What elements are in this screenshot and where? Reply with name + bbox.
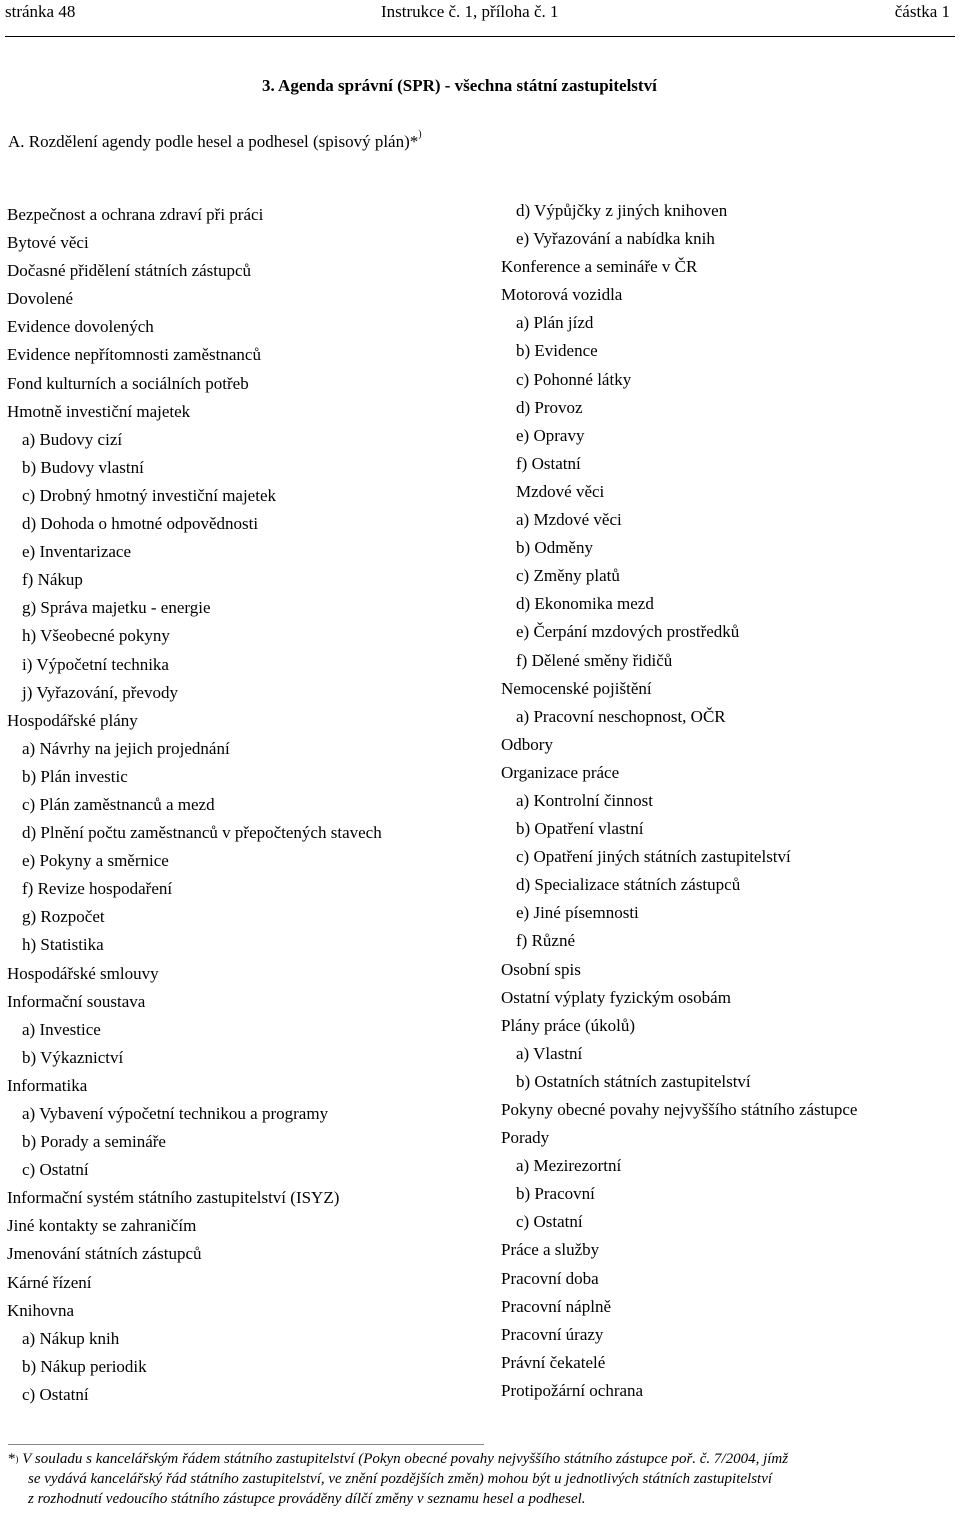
subheading-item: f) Dělené směny řidičů	[516, 650, 673, 670]
header-divider	[5, 36, 955, 37]
subheading-item: f) Ostatní	[516, 453, 581, 473]
subheading-item: d) Specializace státních zástupců	[516, 875, 741, 895]
subheading-item: b) Budovy vlastní	[22, 457, 144, 477]
subheading-item: a) Pracovní neschopnost, OČR	[516, 706, 726, 726]
heading-item: Právní čekatelé	[501, 1352, 606, 1372]
subheading-item: c) Ostatní	[22, 1384, 89, 1404]
subheading-item: b) Plán investic	[22, 766, 128, 786]
heading-item: Dočasné přidělení státních zástupců	[7, 261, 252, 281]
subheading-item: i) Výpočetní technika	[22, 654, 169, 674]
heading-item: Protipožární ochrana	[501, 1380, 644, 1400]
footnote-line-3: z rozhodnutí vedoucího státního zástupce prováděny dílčí změny v seznamu hesel a podhesel.	[28, 1491, 586, 1507]
subheading-item: a) Budovy cizí	[22, 429, 123, 449]
heading-list-right-column	[501, 201, 857, 1409]
subheading-item: e) Opravy	[516, 425, 585, 445]
heading-item: Organizace práce	[501, 762, 620, 782]
subheading-item: a) Návrhy na jejich projednání	[22, 738, 230, 758]
heading-item: Dovolené	[7, 289, 74, 309]
subheading-item: Mzdové věci	[516, 481, 605, 501]
heading-item: Knihovna	[7, 1300, 75, 1320]
heading-item: Plány práce (úkolů)	[501, 1015, 636, 1035]
footnote-line-1: V souladu s kancelářským řádem státního zastupitelství (Pokyn obecné povahy nejvyššího státního zástupce poř. č. 7/2004, jímž	[22, 1451, 789, 1467]
subheading-item: d) Výpůjčky z jiných knihoven	[516, 201, 728, 220]
subheading-item: a) Kontrolní činnost	[516, 790, 653, 810]
heading-item: Bytové věci	[7, 233, 89, 253]
heading-item: Pracovní úrazy	[501, 1324, 604, 1344]
footnote-mark-paren: )	[15, 1454, 19, 1464]
header-page-number: stránka 48	[5, 2, 76, 21]
heading-item: Informační systém státního zastupitelství (ISYZ)	[7, 1188, 340, 1208]
footnote	[8, 1449, 953, 1509]
subheading-item: d) Provoz	[516, 397, 583, 417]
heading-item: Kárné řízení	[7, 1272, 92, 1292]
subheading-item: g) Správa majetku - energie	[22, 598, 211, 618]
heading-item: Ostatní výplaty fyzickým osobám	[501, 987, 731, 1007]
subheading-item: f) Různé	[516, 931, 576, 951]
heading-item: Konference a semináře v ČR	[501, 257, 698, 277]
subheading-item: a) Vybavení výpočetní technikou a programy	[22, 1104, 329, 1123]
heading-item: Nemocenské pojištění	[501, 678, 652, 698]
subheading-item: c) Pohonné látky	[516, 369, 632, 389]
footnote-divider	[8, 1444, 484, 1445]
subheading-item: e) Vyřazování a nabídka knih	[516, 229, 715, 249]
subheading-item: b) Nákup periodik	[22, 1356, 147, 1376]
subheading-item: d) Plnění počtu zaměstnanců v přepočtených stavech	[22, 823, 382, 843]
heading-item: Motorová vozidla	[501, 285, 623, 305]
subheading-item: c) Ostatní	[516, 1212, 583, 1232]
subheading-item: g) Rozpočet	[22, 907, 105, 927]
subheading-item: e) Pokyny a směrnice	[22, 851, 169, 871]
heading-item: Práce a služby	[501, 1240, 600, 1260]
heading-item: Odbory	[501, 734, 553, 754]
heading-item: Informační soustava	[7, 991, 146, 1011]
subheading-item: f) Nákup	[22, 570, 83, 590]
subheading-item: f) Revize hospodaření	[22, 879, 173, 899]
footnote-line-2: se vydává kancelářský řád státního zastupitelství, ve znění pozdějších změn) mohou být u jednotlivých státních zastupitelství	[28, 1471, 773, 1487]
subheading-item: c) Plán zaměstnanců a mezd	[22, 794, 215, 814]
header-issue-number: částka 1	[894, 2, 950, 21]
subheading-item: b) Výkaznictví	[22, 1047, 124, 1067]
subheading-item: c) Změny platů	[516, 566, 620, 586]
heading-item: Pracovní náplně	[501, 1296, 611, 1316]
subheading-item: b) Odměny	[516, 538, 593, 558]
subheading-item: a) Plán jízd	[516, 313, 594, 333]
subheading-item: h) Všeobecné pokyny	[22, 626, 170, 646]
subheading-item: b) Porady a semináře	[22, 1132, 166, 1152]
heading-item: Jmenování státních zástupců	[7, 1244, 202, 1264]
subheading-item: a) Investice	[22, 1019, 101, 1039]
heading-item: Hmotně investiční majetek	[7, 401, 191, 421]
heading-item: Fond kulturních a sociálních potřeb	[7, 373, 249, 393]
heading-item: Evidence nepřítomnosti zaměstnanců	[7, 345, 261, 365]
subheading-item: a) Mezirezortní	[516, 1156, 622, 1176]
subheading-item: b) Evidence	[516, 341, 598, 361]
subheading-item: e) Jiné písemnosti	[516, 903, 639, 923]
heading-item: Pracovní doba	[501, 1268, 599, 1288]
subheading-item: e) Inventarizace	[22, 542, 131, 562]
header-document-title: Instrukce č. 1, příloha č. 1	[381, 2, 559, 21]
subheading-item: e) Čerpání mzdových prostředků	[516, 622, 740, 642]
subheading-item: c) Opatření jiných státních zastupitelství	[516, 847, 791, 867]
subheading-item: a) Vlastní	[516, 1043, 583, 1063]
footnote-asterisk: *	[8, 1451, 16, 1467]
heading-list-left-column	[7, 205, 382, 1413]
section-title: 3. Agenda správní (SPR) - všechna státní zastupitelství	[262, 76, 657, 95]
heading-item: Hospodářské plány	[7, 710, 138, 730]
subheading-item: c) Drobný hmotný investiční majetek	[22, 485, 276, 505]
heading-item: Evidence dovolených	[7, 317, 154, 337]
subheading-item: b) Pracovní	[516, 1184, 595, 1204]
heading-item: Pokyny obecné povahy nejvyššího státního zástupce	[501, 1100, 858, 1119]
subsection-title	[8, 131, 422, 153]
footnote-mark	[8, 1451, 19, 1467]
subheading-item: d) Ekonomika mezd	[516, 594, 654, 614]
subheading-item: c) Ostatní	[22, 1160, 89, 1180]
heading-item: Jiné kontakty se zahraničím	[7, 1216, 197, 1236]
subsection-title-text: A. Rozdělení agendy podle hesel a podhesel (spisový plán)*	[8, 132, 419, 151]
heading-item: Hospodářské smlouvy	[7, 963, 159, 983]
heading-item: Informatika	[7, 1075, 88, 1095]
subheading-item: h) Statistika	[22, 935, 104, 955]
subheading-item: b) Ostatních státních zastupitelství	[516, 1071, 751, 1091]
heading-item: Bezpečnost a ochrana zdraví při práci	[7, 205, 264, 224]
subheading-item: a) Nákup knih	[22, 1328, 120, 1348]
footnote-reference: )	[418, 129, 422, 140]
heading-item: Porady	[501, 1128, 550, 1148]
subheading-item: b) Opatření vlastní	[516, 819, 644, 839]
subheading-item: a) Mzdové věci	[516, 510, 622, 530]
subheading-item: d) Dohoda o hmotné odpovědnosti	[22, 514, 259, 534]
heading-item: Osobní spis	[501, 959, 581, 979]
subheading-item: j) Vyřazování, převody	[22, 682, 178, 702]
